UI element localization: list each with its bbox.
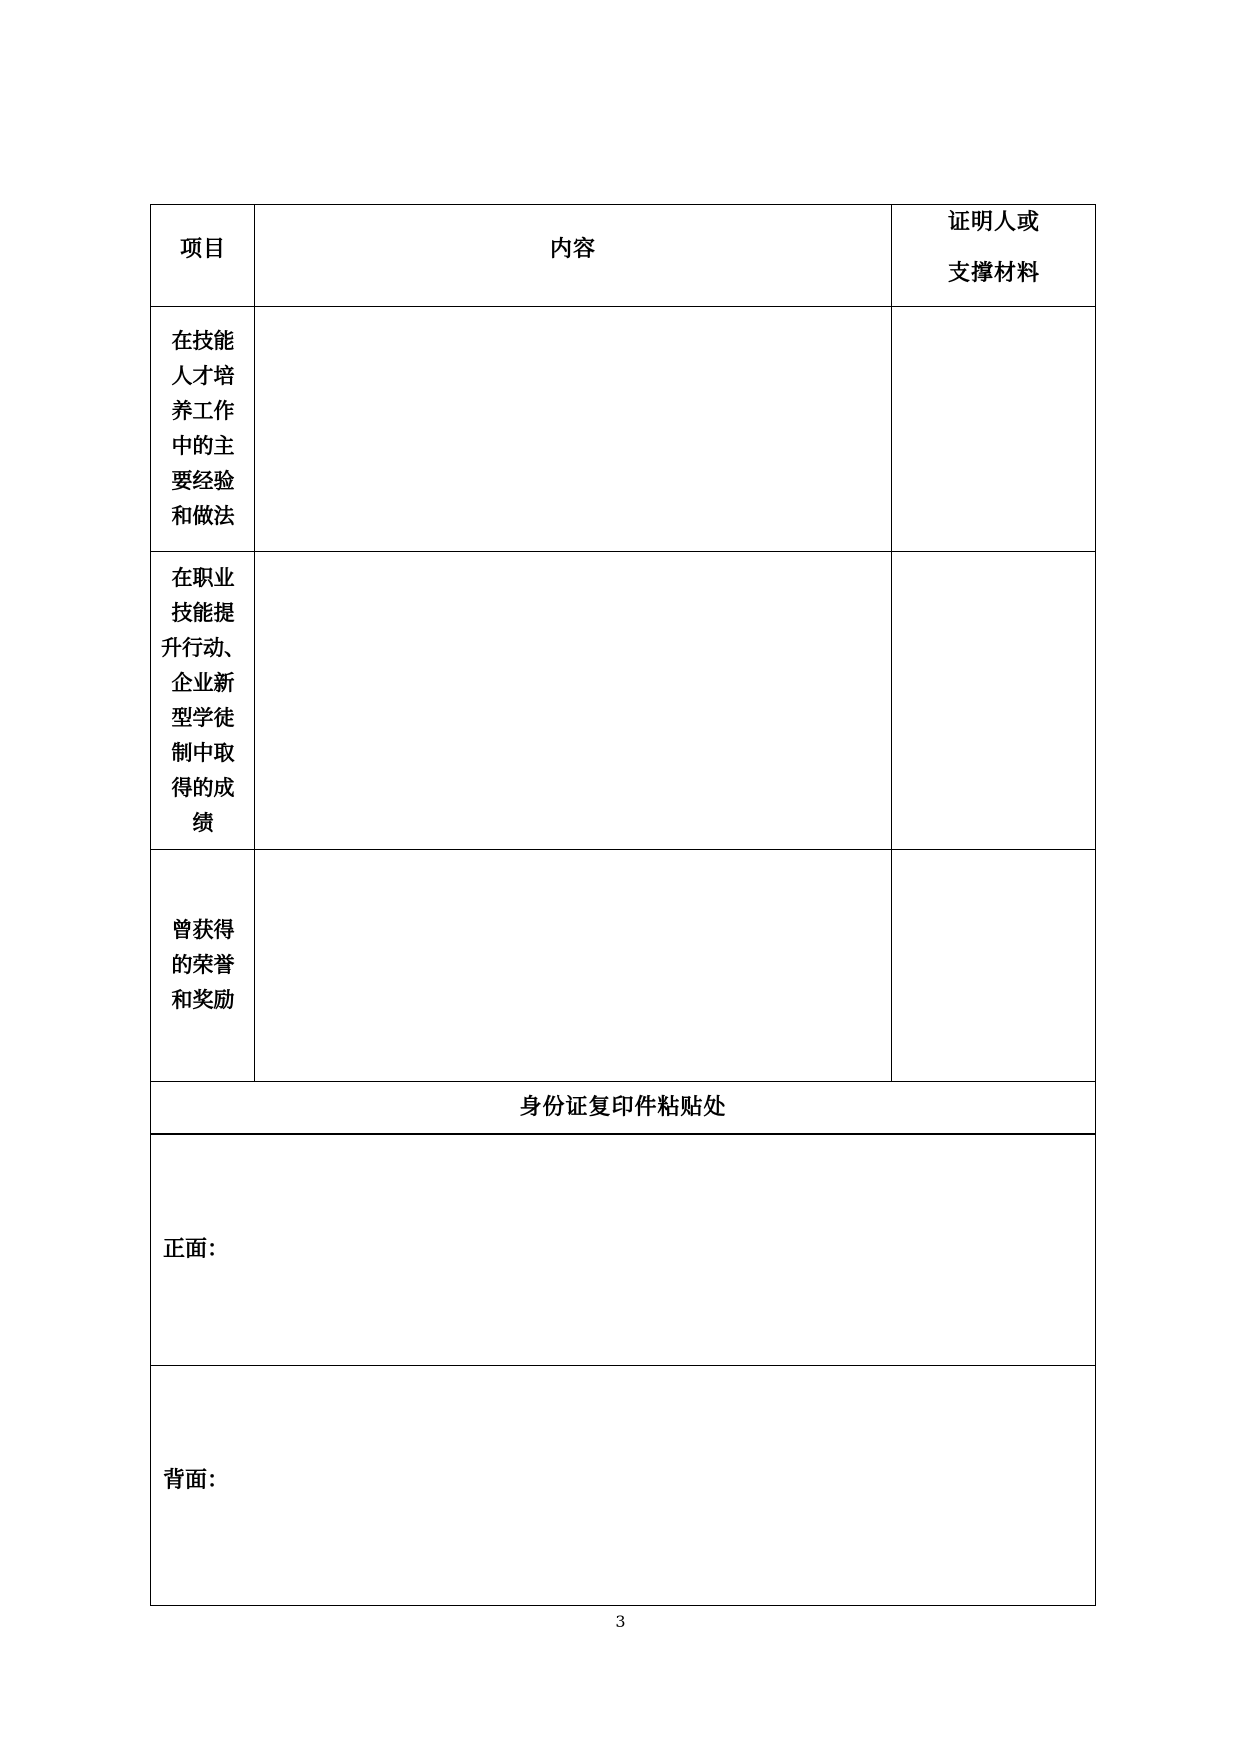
row-label-line: 制中取: [171, 740, 235, 765]
header-item: 项目: [179, 237, 226, 262]
row3-divider: [150, 1081, 1096, 1082]
content-cell-honors[interactable]: [256, 851, 890, 1080]
header-content: 内容: [549, 237, 596, 262]
row-label-line: 技能提: [171, 600, 235, 625]
row-label-line: 升行动、: [161, 635, 245, 660]
id-back-label: 背面：: [163, 1468, 230, 1493]
front-back-divider: [150, 1365, 1096, 1366]
row-label-line: 的荣誉: [171, 953, 235, 977]
id-title-divider: [150, 1133, 1096, 1135]
row-label-training-experience: [150, 307, 256, 551]
id-copy-title: 身份证复印件粘贴处: [519, 1095, 727, 1120]
row-label-line: 人才培: [171, 364, 235, 388]
page-number: 3: [615, 1612, 626, 1631]
row-label-line: 中的主: [171, 434, 235, 458]
row-label-line: 绩: [192, 810, 214, 835]
proof-cell-honors[interactable]: [893, 851, 1095, 1080]
row-label-skill-achievements: [150, 552, 256, 849]
row-label-line: 得的成: [171, 775, 235, 800]
header-proof-line1: 证明人或: [947, 210, 1040, 235]
row-label-honors: [150, 850, 256, 1081]
content-cell-skill-achievements[interactable]: [256, 553, 890, 848]
content-cell-training-experience[interactable]: [256, 308, 890, 550]
proof-cell-skill-achievements[interactable]: [893, 553, 1095, 848]
header-proof-line2: 支撑材料: [947, 261, 1040, 286]
header-row-divider: [150, 306, 1096, 307]
row-label-line: 和奖励: [171, 988, 235, 1012]
row-label-line: 养工作: [171, 399, 235, 423]
id-back-paste-area[interactable]: [152, 1367, 1094, 1604]
row-label-line: 型学徒: [171, 705, 235, 730]
row-label-line: 和做法: [171, 504, 235, 528]
row-label-line: 企业新: [171, 670, 235, 695]
row1-divider: [150, 551, 1096, 552]
id-front-label: 正面：: [163, 1237, 230, 1262]
row-label-line: 曾获得: [171, 918, 235, 942]
row-label-line: 要经验: [171, 469, 235, 493]
col2-divider: [891, 204, 892, 1081]
proof-cell-training-experience[interactable]: [893, 308, 1095, 550]
row-label-line: 在职业: [171, 565, 235, 590]
row-label-line: 在技能: [171, 329, 235, 353]
row2-divider: [150, 849, 1096, 850]
id-front-paste-area[interactable]: [152, 1136, 1094, 1364]
